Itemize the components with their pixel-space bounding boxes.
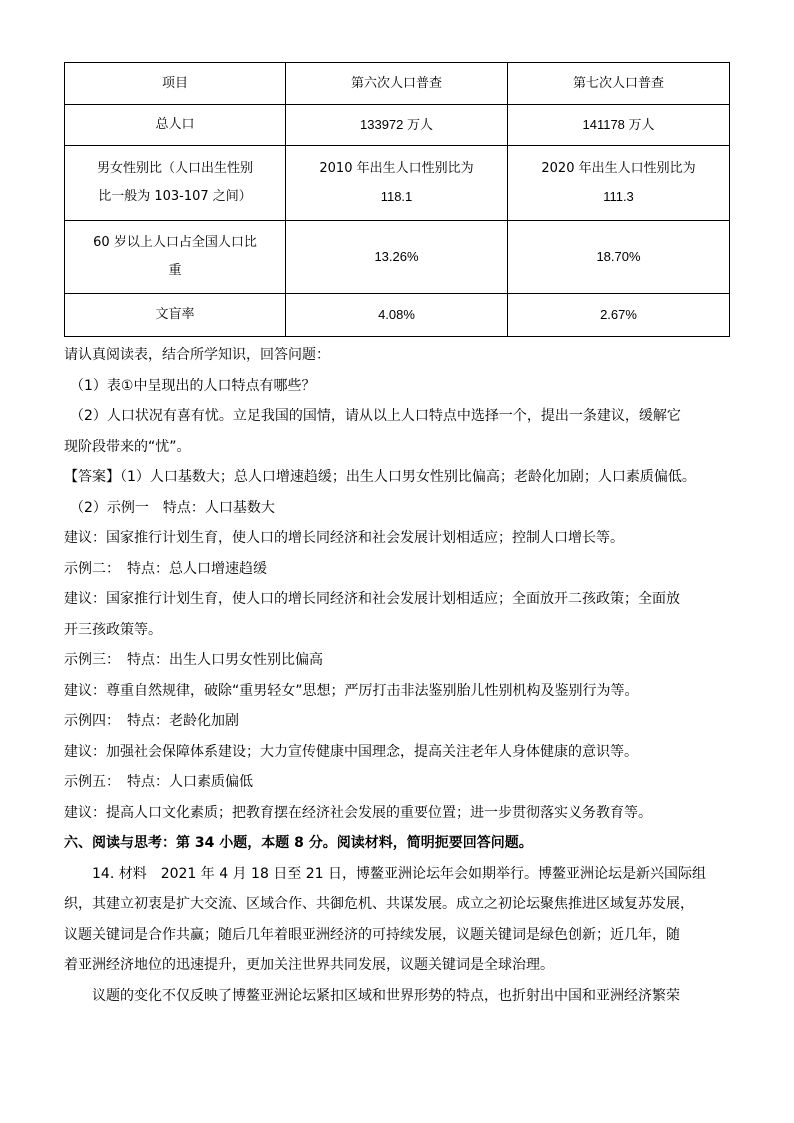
table-cell bbox=[65, 221, 286, 294]
table-header-cell: 第六次人口普查 bbox=[286, 63, 508, 105]
answer-line: 【答案】（1）人口基数大；总人口增速趋缓；出生人口男女性别比偏高；老龄化加剧；人口素质偏低。 bbox=[64, 469, 696, 485]
table-row bbox=[65, 294, 730, 337]
answer-line: 建议：尊重自然规律，破除“重男轻女”思想；严厉打击非法鉴别胎儿性别机构及鉴别行为等。 bbox=[64, 682, 639, 699]
answer-line: （2）示例一 特点：人口基数大 bbox=[70, 499, 275, 516]
material-line: 14. 材料 2021 年 4 月 18 日至 21 日，博鳌亚洲论坛年会如期举行。博鳌亚洲论坛是新兴国际组 bbox=[92, 865, 707, 882]
cell-line: 60 岁以上人口占全国人口比 bbox=[93, 235, 257, 250]
table-row bbox=[65, 105, 730, 146]
answer-line: 建议：国家推行计划生育，使人口的增长同经济和社会发展计划相适应；全面放开二孩政策；全面放 bbox=[64, 591, 680, 607]
material-line: 议题关键词是合作共赢；随后几年着眼亚洲经济的可持续发展，议题关键词是绿色创新；近几年，随 bbox=[64, 926, 680, 943]
cell-line: 2020 年出生人口性别比为 bbox=[541, 161, 696, 176]
text-line: 请认真阅读表，结合所学知识，回答问题： bbox=[64, 347, 330, 363]
table-row bbox=[65, 221, 730, 294]
table-cell bbox=[65, 146, 286, 221]
table-cell bbox=[286, 146, 508, 221]
section-heading: 六、阅读与思考：第 34 小题，本题 8 分。阅读材料，简明扼要回答问题。 bbox=[64, 835, 533, 851]
cell-line: 重 bbox=[168, 263, 182, 278]
material-line: 议题的变化不仅反映了博鳌亚洲论坛紧扣区域和世界形势的特点，也折射出中国和亚洲经济繁荣 bbox=[92, 987, 680, 1004]
table-cell: 文盲率 bbox=[65, 294, 286, 337]
question-line: 现阶段带来的“忧”。 bbox=[64, 438, 191, 455]
answer-line: 建议：提高人口文化素质；把教育摆在经济社会发展的重要位置；进一步贯彻落实义务教育等。 bbox=[64, 804, 652, 821]
question-line: （1）表①中呈现出的人口特点有哪些？ bbox=[70, 377, 316, 394]
cell-line: 118.1 bbox=[380, 189, 413, 204]
cell-line: 比一般为 103-107 之间） bbox=[98, 189, 252, 204]
table-cell: 总人口 bbox=[65, 105, 286, 146]
answer-line: 示例二： 特点：总人口增速趋缓 bbox=[64, 560, 267, 577]
table-cell: 18.70% bbox=[508, 221, 730, 294]
answer-line: 示例四： 特点：老龄化加剧 bbox=[64, 713, 239, 729]
material-line: 织，其建立初衷是扩大交流、区域合作、共御危机、共谋发展。成立之初论坛聚焦推进区域复苏发展， bbox=[64, 896, 694, 912]
table-row bbox=[65, 146, 730, 221]
question-line: （2）人口状况有喜有忧。立足我国的国情，请从以上人口特点中选择一个，提出一条建议，缓解它 bbox=[70, 408, 681, 424]
body-text bbox=[64, 340, 734, 1011]
table-cell: 13.26% bbox=[286, 221, 508, 294]
table-cell: 2.67% bbox=[508, 294, 730, 337]
table-header-cell: 第七次人口普查 bbox=[508, 63, 730, 105]
cell-line: 2010 年出生人口性别比为 bbox=[319, 161, 474, 176]
answer-line: 开三孩政策等。 bbox=[64, 621, 162, 638]
cell-line: 111.3 bbox=[603, 189, 634, 204]
table-cell: 141178 万人 bbox=[508, 105, 730, 146]
table-header-cell: 项目 bbox=[65, 63, 286, 105]
answer-line: 建议：加强社会保障体系建设；大力宣传健康中国理念，提高关注老年人身体健康的意识等。 bbox=[64, 743, 638, 760]
census-table bbox=[64, 62, 730, 337]
table-cell bbox=[508, 146, 730, 221]
table-header-row bbox=[65, 63, 730, 105]
answer-line: 示例三： 特点：出生人口男女性别比偏高 bbox=[64, 652, 323, 668]
table-cell: 4.08% bbox=[286, 294, 508, 337]
answer-line: 建议：国家推行计划生育，使人口的增长同经济和社会发展计划相适应；控制人口增长等。 bbox=[64, 530, 624, 546]
answer-line: 示例五： 特点：人口素质偏低 bbox=[64, 774, 253, 790]
table-cell: 133972 万人 bbox=[286, 105, 508, 146]
material-line: 着亚洲经济地位的迅速提升，更加关注世界共同发展，议题关键词是全球治理。 bbox=[64, 957, 554, 973]
cell-line: 男女性别比（人口出生性别 bbox=[96, 161, 253, 176]
